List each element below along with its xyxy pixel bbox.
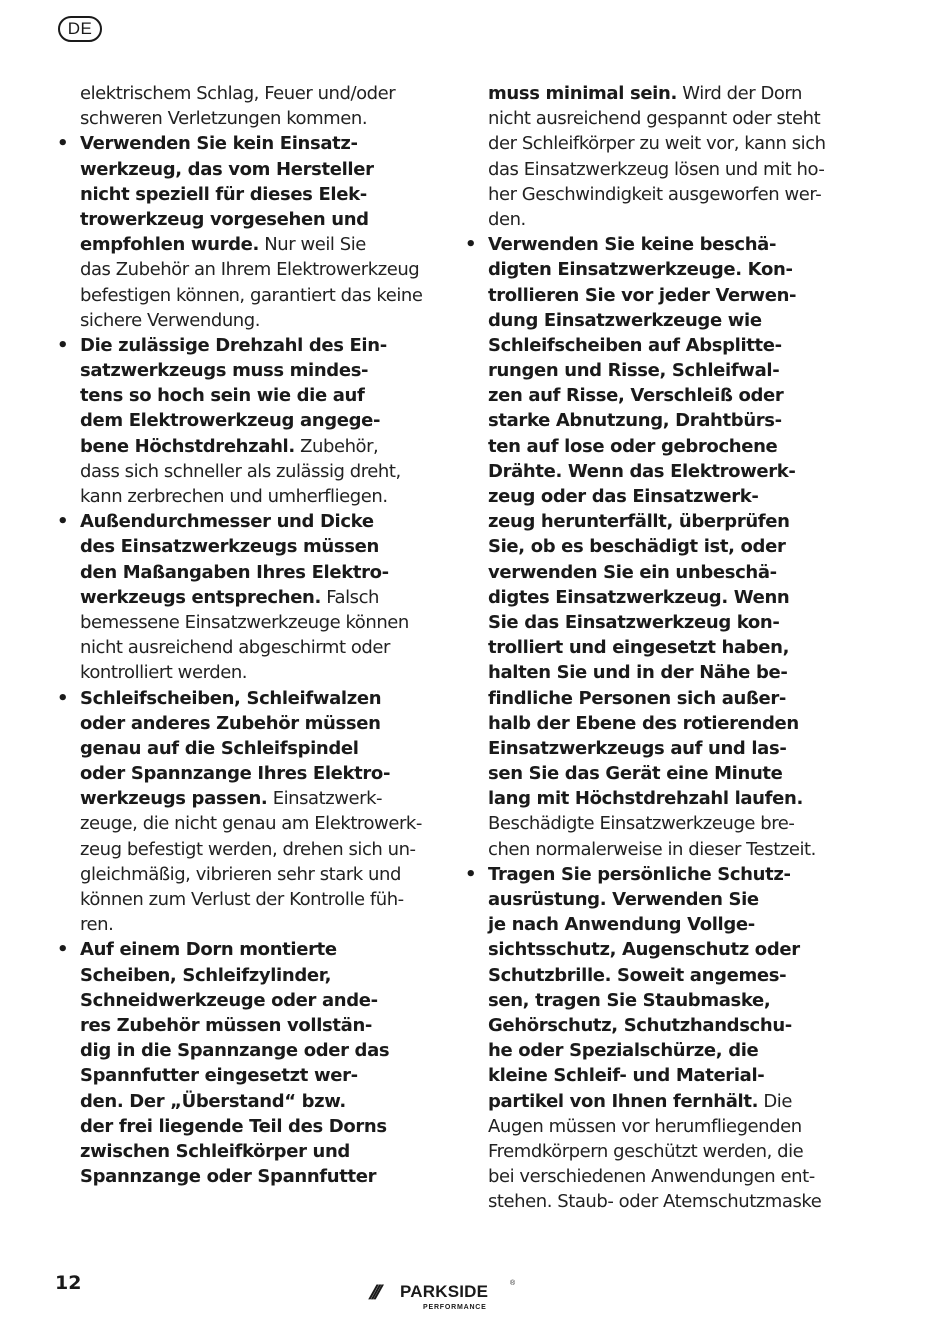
bold-text: halten Sie und in der Nähe be- <box>488 662 788 684</box>
text-line <box>55 887 427 912</box>
text-line <box>463 1089 835 1114</box>
text-line <box>463 1189 835 1214</box>
text-line <box>55 408 427 433</box>
text-line <box>463 1038 835 1063</box>
bold-text: trowerkzeug vorgesehen und <box>80 208 369 230</box>
bold-text: den Maßangaben Ihres Elektro- <box>80 561 389 583</box>
bold-text: Scheiben, Schleifzylinder, <box>80 964 332 986</box>
bold-text: partikel von Ihnen fernhält. <box>488 1090 759 1112</box>
regular-text: Einsatzwerk- <box>267 788 383 810</box>
bold-text: verwenden Sie ein unbeschä- <box>488 561 777 583</box>
bullet-item-start-line <box>463 862 835 887</box>
regular-text: dass sich schneller als zulässig dreht, <box>80 460 401 482</box>
regular-text: der Schleifkörper zu weit vor, kann sich <box>488 133 826 155</box>
bold-text: digten Einsatzwerkzeuge. Kon- <box>488 259 793 281</box>
bold-text: je nach Anwendung Vollge- <box>488 914 755 936</box>
text-line <box>463 610 835 635</box>
text-line <box>463 963 835 988</box>
text-line <box>463 736 835 761</box>
regular-text: bei verschiedenen Anwendungen ent- <box>488 1166 815 1188</box>
bold-text: sen Sie das Gerät eine Minute <box>488 763 783 785</box>
text-line <box>55 232 427 257</box>
regular-text: Die <box>758 1090 792 1112</box>
bold-text: he oder Spezialschürze, die <box>488 1040 759 1062</box>
text-line <box>55 81 427 106</box>
regular-text: den. <box>488 208 526 230</box>
text-line <box>55 1114 427 1139</box>
bold-text: Gehörschutz, Schutzhandschu- <box>488 1014 792 1036</box>
bold-text: der frei liegende Teil des Dorns <box>80 1115 387 1137</box>
bold-text: kleine Schleif- und Material- <box>488 1065 765 1087</box>
text-line <box>463 786 835 811</box>
text-line <box>463 686 835 711</box>
text-line <box>463 358 835 383</box>
bold-text: ten auf lose oder gebrochene <box>488 435 778 457</box>
bullet-item-start-line <box>55 333 427 358</box>
bold-text: Drähte. Wenn das Elektrowerk- <box>488 460 796 482</box>
regular-text: das Einsatzwerkzeug lösen und mit ho- <box>488 158 825 180</box>
bold-text: sichtsschutz, Augenschutz oder <box>488 939 800 961</box>
bold-text: bene Höchstdrehzahl. <box>80 435 295 457</box>
bold-text: halb der Ebene des rotierenden <box>488 712 799 734</box>
text-line <box>55 157 427 182</box>
regular-text: Augen müssen vor herumfliegenden <box>488 1115 802 1137</box>
text-line <box>463 887 835 912</box>
regular-text: her Geschwindigkeit ausgeworfen wer- <box>488 183 822 205</box>
bold-text: rungen und Risse, Schleifwal- <box>488 360 780 382</box>
text-line <box>55 207 427 232</box>
bold-text: satzwerkzeugs muss mindes- <box>80 360 369 382</box>
regular-text: befestigen können, garantiert das keine <box>80 284 423 306</box>
text-line <box>55 434 427 459</box>
text-line <box>463 383 835 408</box>
text-line <box>463 434 835 459</box>
text-line <box>55 1089 427 1114</box>
regular-text: ren. <box>80 914 114 936</box>
text-line <box>55 963 427 988</box>
parkside-logo <box>370 1280 520 1320</box>
bold-text: Schleifscheiben auf Absplitte- <box>488 334 782 356</box>
bold-text: Einsatzwerkzeugs auf und las- <box>488 737 787 759</box>
text-line <box>463 408 835 433</box>
text-line <box>55 660 427 685</box>
text-line <box>463 988 835 1013</box>
text-line <box>55 585 427 610</box>
text-line <box>463 937 835 962</box>
text-line <box>463 106 835 131</box>
text-line <box>463 182 835 207</box>
text-line <box>55 358 427 383</box>
bold-text: dig in die Spannzange oder das <box>80 1040 390 1062</box>
text-line <box>55 484 427 509</box>
text-line <box>55 786 427 811</box>
text-line <box>463 157 835 182</box>
bold-text: Die zulässige Drehzahl des Ein- <box>80 334 387 356</box>
regular-text: Zubehör, <box>294 435 379 457</box>
text-line <box>55 635 427 660</box>
text-line <box>55 610 427 635</box>
text-line <box>463 207 835 232</box>
page-number: 12 <box>55 1272 82 1294</box>
regular-text: kontrolliert werden. <box>80 662 248 684</box>
regular-text: Beschädigte Einsatzwerkzeuge bre- <box>488 813 795 835</box>
bold-text: Tragen Sie persönliche Schutz- <box>488 863 791 885</box>
text-line <box>55 761 427 786</box>
bold-text: oder anderes Zubehör müssen <box>80 712 381 734</box>
text-line <box>463 459 835 484</box>
text-line <box>55 912 427 937</box>
bold-text: Schleifscheiben, Schleifwalzen <box>80 687 382 709</box>
bold-text: Schneidwerkzeuge oder ande- <box>80 989 378 1011</box>
logo-slashes-mark: /// <box>368 1282 380 1304</box>
logo-name: PARKSIDE <box>400 1282 489 1301</box>
text-line <box>463 1013 835 1038</box>
text-line <box>55 106 427 131</box>
text-line <box>463 257 835 282</box>
text-line <box>55 1063 427 1088</box>
bullet-item-start-line <box>55 686 427 711</box>
bold-text: empfohlen wurde. <box>80 234 259 256</box>
text-line <box>463 761 835 786</box>
regular-text: zeug befestigt werden, drehen sich un- <box>80 838 416 860</box>
text-line <box>55 534 427 559</box>
right-text-column <box>463 81 835 1214</box>
text-line <box>463 534 835 559</box>
bold-text: den. Der „Überstand“ bzw. <box>80 1090 346 1112</box>
bold-text: werkzeugs entsprechen. <box>80 586 322 608</box>
regular-text: elektrischem Schlag, Feuer und/oder <box>80 83 396 104</box>
text-line <box>55 1013 427 1038</box>
bold-text: Sie, ob es beschädigt ist, oder <box>488 536 786 558</box>
bold-text: digtes Einsatzwerkzeug. Wenn <box>488 586 790 608</box>
bold-text: tens so hoch sein wie die auf <box>80 385 365 407</box>
bold-text: Auf einem Dorn montierte <box>80 939 337 961</box>
text-line <box>463 837 835 862</box>
bullet-item-start-line <box>55 509 427 534</box>
text-line <box>463 811 835 836</box>
language-badge-label: DE <box>67 19 93 38</box>
text-line <box>55 1139 427 1164</box>
logo-registered-mark: ® <box>510 1280 516 1287</box>
regular-text: das Zubehör an Ihrem Elektrowerkzeug <box>80 259 420 281</box>
bold-text: res Zubehör müssen vollstän- <box>80 1014 373 1036</box>
bold-text: Spannzange oder Spannfutter <box>80 1166 377 1188</box>
text-line <box>463 635 835 660</box>
bullet-item-start-line <box>55 131 427 156</box>
text-line <box>55 811 427 836</box>
bold-text: nicht speziell für dieses Elek- <box>80 183 367 205</box>
text-line <box>463 283 835 308</box>
regular-text: Fremdkörpern geschützt werden, die <box>488 1140 804 1162</box>
bold-text: starke Abnutzung, Drahtbürs- <box>488 410 782 432</box>
regular-text: schweren Verletzungen kommen. <box>80 108 368 130</box>
left-text-column <box>55 81 427 1189</box>
bold-text: Verwenden Sie kein Einsatz- <box>80 133 358 155</box>
text-line <box>55 837 427 862</box>
bold-text: dem Elektrowerkzeug angege- <box>80 410 381 432</box>
text-line <box>55 1038 427 1063</box>
regular-text: stehen. Staub- oder Atemschutzmaske <box>488 1191 822 1213</box>
text-line <box>55 459 427 484</box>
bold-text: trolliert und eingesetzt haben, <box>488 637 790 659</box>
text-line <box>463 308 835 333</box>
text-line <box>463 1139 835 1164</box>
text-line <box>463 509 835 534</box>
bold-text: genau auf die Schleifspindel <box>80 737 359 759</box>
regular-text: gleichmäßig, vibrieren sehr stark und <box>80 863 401 885</box>
text-line <box>55 182 427 207</box>
text-line <box>55 1164 427 1189</box>
bold-text: ausrüstung. Verwenden Sie <box>488 889 759 910</box>
text-line <box>463 81 835 106</box>
text-line <box>55 383 427 408</box>
bold-text: werkzeugs passen. <box>80 788 268 810</box>
text-line <box>463 131 835 156</box>
text-line <box>463 1114 835 1139</box>
text-line <box>463 1164 835 1189</box>
text-line <box>463 585 835 610</box>
text-line <box>463 660 835 685</box>
bold-text: trollieren Sie vor jeder Verwen- <box>488 284 797 306</box>
bold-text: dung Einsatzwerkzeuge wie <box>488 309 762 331</box>
text-line <box>55 560 427 585</box>
regular-text: Falsch <box>321 586 380 608</box>
bold-text: Verwenden Sie keine beschä- <box>488 234 777 256</box>
text-line <box>55 711 427 736</box>
bold-text: Spannfutter eingesetzt wer- <box>80 1065 358 1087</box>
regular-text: nicht ausreichend abgeschirmt oder <box>80 637 390 659</box>
text-line <box>463 912 835 937</box>
text-line <box>463 333 835 358</box>
bold-text: zeug herunterfällt, überprüfen <box>488 511 790 533</box>
bold-text: werkzeug, das vom Hersteller <box>80 158 374 180</box>
text-line <box>463 484 835 509</box>
text-line <box>55 308 427 333</box>
bold-text: Außendurchmesser und Dicke <box>80 511 374 533</box>
bold-text: oder Spannzange Ihres Elektro- <box>80 763 391 785</box>
logo-subtitle: PERFORMANCE <box>423 1304 487 1311</box>
bold-text: zen auf Risse, Verschleiß oder <box>488 385 784 407</box>
regular-text: kann zerbrechen und umherfliegen. <box>80 486 388 507</box>
bold-text: des Einsatzwerkzeugs müssen <box>80 536 379 558</box>
regular-text: nicht ausreichend gespannt oder steht <box>488 108 821 130</box>
text-line <box>55 736 427 761</box>
regular-text: chen normalerweise in dieser Testzeit. <box>488 838 816 860</box>
bold-text: sen, tragen Sie Staubmaske, <box>488 989 771 1011</box>
bullet-item-start-line <box>463 232 835 257</box>
bold-text: muss minimal sein. <box>488 83 677 104</box>
bold-text: lang mit Höchstdrehzahl laufen. <box>488 788 803 810</box>
text-line <box>55 988 427 1013</box>
bold-text: Sie das Einsatzwerkzeug kon- <box>488 611 780 633</box>
bold-text: zwischen Schleifkörper und <box>80 1140 350 1162</box>
bold-text: zeug oder das Einsatzwerk- <box>488 486 759 507</box>
text-line <box>55 257 427 282</box>
bullet-item-start-line <box>55 937 427 962</box>
regular-text: bemessene Einsatzwerkzeuge können <box>80 611 409 633</box>
regular-text: Nur weil Sie <box>258 234 366 256</box>
bold-text: Schutzbrille. Soweit angemes- <box>488 964 787 986</box>
regular-text: Wird der Dorn <box>676 83 803 104</box>
text-line <box>463 711 835 736</box>
language-badge <box>58 16 102 42</box>
text-line <box>463 1063 835 1088</box>
text-line <box>55 283 427 308</box>
text-line <box>463 560 835 585</box>
bold-text: findliche Personen sich außer- <box>488 687 787 709</box>
regular-text: zeuge, die nicht genau am Elektrowerk- <box>80 813 422 835</box>
regular-text: sichere Verwendung. <box>80 309 260 331</box>
regular-text: können zum Verlust der Kontrolle füh- <box>80 889 404 910</box>
text-line <box>55 862 427 887</box>
